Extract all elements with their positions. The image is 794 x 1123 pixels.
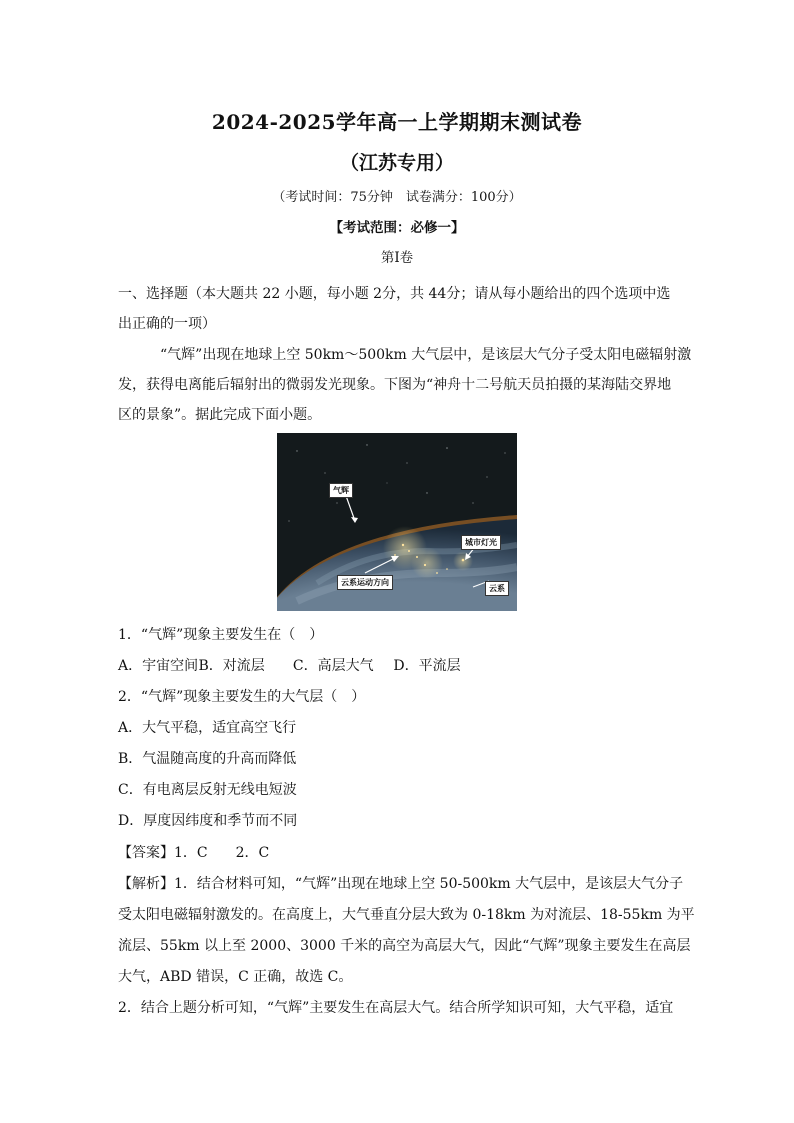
figure-label-clouds: 云系: [485, 581, 509, 596]
analysis-line-4: 大气，ABD 错误，C 正确，故选 C。: [118, 969, 353, 985]
figure-label-airglow: 气辉: [329, 483, 353, 498]
question-2-stem: 2．“气辉”现象主要发生的大气层（ ）: [118, 689, 366, 705]
question-2-option-c: C．有电离层反射无线电短波: [118, 782, 297, 798]
earth-night-photo: [277, 433, 517, 611]
section-heading-line-2: 出正确的一项）: [118, 316, 216, 332]
question-1-option-c: C．高层大气: [292, 658, 374, 674]
passage-line-2: 发，获得电离能后辐射出的微弱发光现象。下图为“神舟十二号航天员拍摄的某海陆交界地: [118, 377, 672, 393]
earth-photo-graphic: [277, 433, 517, 611]
analysis-line-5: 2．结合上题分析可知，“气辉”主要发生在高层大气。结合所学知识可知，大气平稳，适宜: [118, 1000, 674, 1016]
question-2-option-a: A．大气平稳，适宜高空飞行: [118, 720, 297, 736]
question-2-option-d: D．厚度因纬度和季节而不同: [118, 813, 298, 829]
passage-line-1: “气辉”出现在地球上空 50km～500km 大气层中，是该层大气分子受太阳电磁辐射激: [160, 347, 692, 363]
exam-info: （考试时间：75分钟 试卷满分：100分）: [272, 190, 522, 205]
question-2-option-b: B．气温随高度的升高而降低: [118, 751, 297, 767]
question-1-options: [118, 655, 683, 675]
exam-title: 2024-2025学年高一上学期期末测试卷: [211, 110, 583, 134]
analysis-line-2: 受太阳电磁辐射激发的。在高度上，大气垂直分层大致为 0-18km 为对流层、18-55km 为平: [118, 907, 695, 923]
question-1-option-b: B．对流层: [198, 658, 265, 674]
exam-subtitle: （江苏专用）: [339, 152, 454, 174]
answer-line: 【答案】1．C 2．C: [118, 845, 270, 861]
figure-label-city-lights: 城市灯光: [461, 535, 501, 550]
passage-line-3: 区的景象”。据此完成下面小题。: [118, 407, 322, 423]
question-1-stem: 1．“气辉”现象主要发生在（ ）: [118, 627, 324, 643]
figure-label-cloud-direction: 云系运动方向: [337, 575, 393, 590]
question-1-option-d: D．平流层: [393, 658, 461, 674]
question-1-option-a: A．宇宙空间: [118, 658, 199, 674]
analysis-line-1: 【解析】1．结合材料可知，“气辉”出现在地球上空 50-500km 大气层中，是该层大气分子: [118, 876, 684, 892]
volume-label: 第Ⅰ卷: [380, 250, 414, 266]
analysis-line-3: 流层、55km 以上至 2000、3000 千米的高空为高层大气，因此“气辉”现象主要发生在高层: [118, 938, 691, 954]
section-heading-line-1: 一、选择题（本大题共 22 小题，每小题 2分，共 44分；请从每小题给出的四个选项中选: [118, 286, 671, 302]
exam-scope: 【考试范围：必修一】: [329, 220, 465, 236]
